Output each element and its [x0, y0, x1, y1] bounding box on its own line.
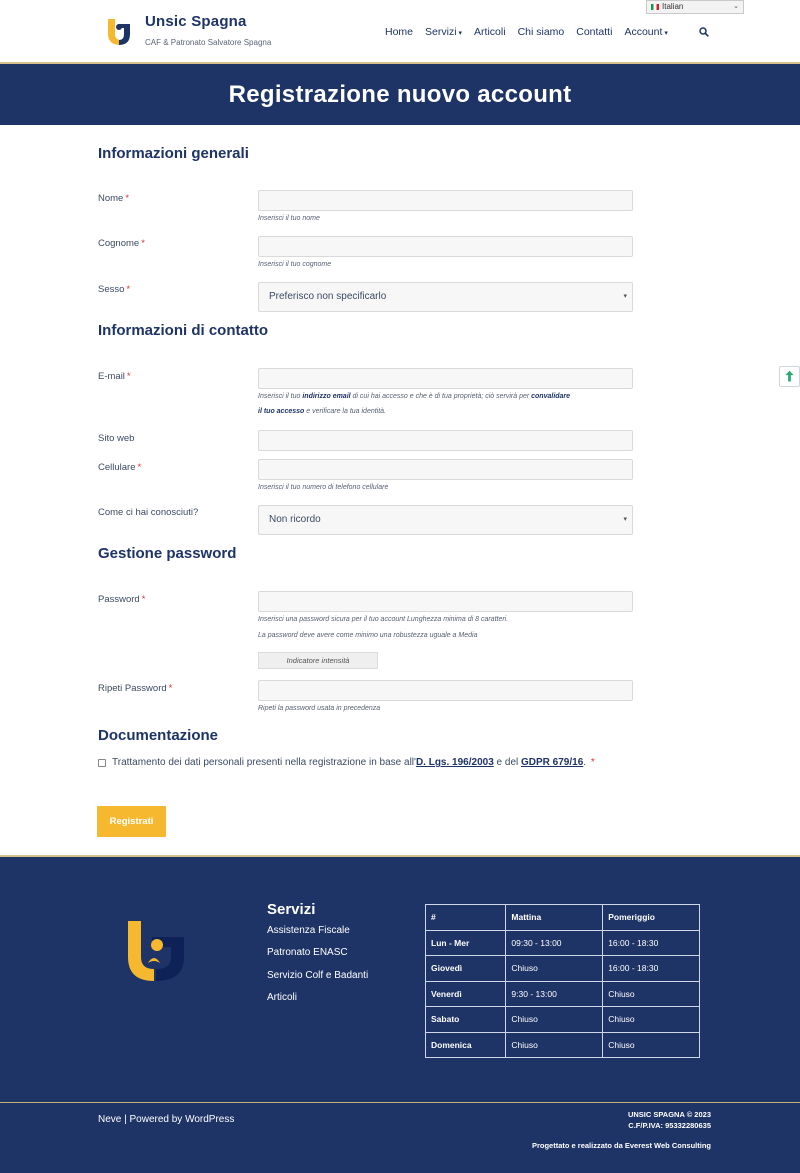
language-select[interactable] [646, 0, 744, 14]
section-contact-title: Informazioni di contatto [98, 322, 268, 339]
sesso-select[interactable] [258, 282, 633, 312]
footer-divider [0, 1102, 800, 1103]
table-cell: Chiuso [506, 1032, 603, 1058]
nav-servizi[interactable]: Servizi ▾ [425, 26, 463, 38]
nome-input[interactable] [258, 190, 633, 211]
site-title[interactable]: Unsic Spagna [145, 13, 247, 30]
section-general-title: Informazioni generali [98, 145, 249, 162]
password-strength-indicator: Indicatore intensità [258, 652, 378, 669]
cellulare-label: Cellulare * [98, 462, 142, 473]
footer-copyright: UNSIC SPAGNA © 2023 C.F/P.IVA: 95332280635 [627, 1110, 711, 1130]
sito-label: Sito web [98, 433, 135, 444]
footer-credits[interactable]: Neve | Powered by WordPress [98, 1114, 235, 1125]
gdpr-link[interactable]: GDPR 679/16 [521, 757, 584, 768]
search-icon[interactable] [699, 27, 709, 37]
email-input[interactable] [258, 368, 633, 389]
table-cell: Chiuso [506, 1007, 603, 1033]
privacy-consent-checkbox[interactable] [98, 759, 106, 767]
nav-account[interactable]: Account ▾ [624, 26, 668, 38]
table-header-row [426, 905, 700, 931]
privacy-consent-label: Trattamento dei dati personali presenti nella registrazione in base all'D. Lgs. 196/2003 e del GDPR 679/16. * [112, 757, 595, 768]
table-cell: Chiuso [506, 956, 603, 982]
chevron-down-icon: ▾ [623, 293, 627, 300]
table-cell: Venerdì [426, 981, 506, 1007]
footer-link-colf[interactable]: Servizio Colf e Badanti [267, 970, 369, 981]
main-nav [385, 26, 680, 38]
chevron-down-icon: ⌄ [733, 3, 739, 10]
footer-logo-icon [126, 919, 186, 983]
password-input[interactable] [258, 591, 633, 612]
sito-input[interactable] [258, 430, 633, 451]
ripeti-password-input[interactable] [258, 680, 633, 701]
ripeti-hint: Ripeti la password usata in precedenza [258, 705, 381, 712]
site-header [0, 0, 800, 64]
nome-label: Nome * [98, 193, 130, 204]
email-hint: Inserisci il tuo indirizzo email di cui hai accesso e che è di tua proprietà; ciò servirà per convalidare il tuo accesso e verificare la tua identità. [258, 393, 571, 415]
page-banner [0, 64, 800, 125]
dlgs-link[interactable]: D. Lgs. 196/2003 [415, 757, 494, 768]
site-subtitle: CAF & Patronato Salvatore Spagna [145, 38, 272, 47]
table-row [426, 1007, 700, 1033]
nav-home[interactable]: Home [385, 26, 414, 38]
nav-contatti[interactable]: Contatti [576, 26, 613, 38]
chevron-down-icon: ▾ [664, 30, 668, 37]
sesso-value: Preferisco non specificarlo [269, 291, 387, 302]
cognome-label: Cognome * [98, 238, 145, 249]
italy-flag-icon [651, 4, 659, 10]
conosciuti-label: Come ci hai conosciuti? [98, 507, 199, 518]
accessibility-icon[interactable] [779, 366, 800, 387]
ripeti-label: Ripeti Password * [98, 683, 173, 694]
footer-link-articoli[interactable]: Articoli [267, 992, 298, 1003]
table-header-cell: Mattina [506, 905, 603, 931]
footer-link-assistenza[interactable]: Assistenza Fiscale [267, 925, 350, 936]
password-label: Password * [98, 594, 146, 605]
cognome-input[interactable] [258, 236, 633, 257]
chevron-down-icon: ▾ [623, 516, 627, 523]
section-docs-title: Documentazione [98, 727, 219, 744]
table-cell: Domenica [426, 1032, 506, 1058]
nav-chi-siamo[interactable]: Chi siamo [517, 26, 565, 38]
nome-hint: Inserisci il tuo nome [258, 215, 320, 222]
table-row [426, 1032, 700, 1058]
table-cell: 16:00 - 18:30 [603, 930, 700, 956]
table-row [426, 956, 700, 982]
footer-services-title: Servizi [267, 901, 316, 918]
footer-made-by[interactable]: Progettato e realizzato da Everest Web Consulting [531, 1141, 711, 1150]
sesso-label: Sesso * [98, 284, 131, 295]
table-cell: Chiuso [603, 1032, 700, 1058]
table-row [426, 981, 700, 1007]
brand[interactable] [145, 13, 271, 47]
table-cell: 9:30 - 13:00 [506, 981, 603, 1007]
table-row [426, 930, 700, 956]
table-header-cell: Pomeriggio [603, 905, 700, 931]
register-button[interactable]: Registrati [97, 806, 166, 837]
footer-link-patronato[interactable]: Patronato ENASC [267, 947, 348, 958]
table-cell: 09:30 - 13:00 [506, 930, 603, 956]
cellulare-input[interactable] [258, 459, 633, 480]
table-cell: Chiuso [603, 1007, 700, 1033]
cognome-hint: Inserisci il tuo cognome [258, 261, 332, 268]
opening-hours-table [425, 904, 700, 1058]
site-logo-icon[interactable] [105, 16, 133, 46]
language-label: Italian [662, 2, 684, 11]
cellulare-hint: Inserisci il tuo numero di telefono cellulare [258, 484, 389, 491]
page-title: Registrazione nuovo account [228, 80, 572, 108]
password-hint: Inserisci una password sicura per il tuo account Lunghezza minima di 8 caratteri. [258, 616, 509, 623]
table-cell: 16:00 - 18:30 [603, 956, 700, 982]
section-password-title: Gestione password [98, 545, 237, 562]
conosciuti-select[interactable] [258, 505, 633, 535]
table-cell: Sabato [426, 1007, 506, 1033]
chevron-down-icon: ▾ [458, 30, 463, 37]
password-strength-hint: La password deve avere come minimo una robustezza uguale a Media [258, 632, 478, 639]
email-label: E-mail * [98, 371, 131, 382]
conosciuti-value: Non ricordo [269, 514, 321, 525]
table-header-cell: # [426, 905, 506, 931]
table-cell: Lun - Mer [426, 930, 506, 956]
table-cell: Chiuso [603, 981, 700, 1007]
upload-arrow-icon [780, 367, 799, 386]
nav-articoli[interactable]: Articoli [474, 26, 506, 38]
site-footer [0, 855, 800, 1173]
table-cell: Giovedì [426, 956, 506, 982]
